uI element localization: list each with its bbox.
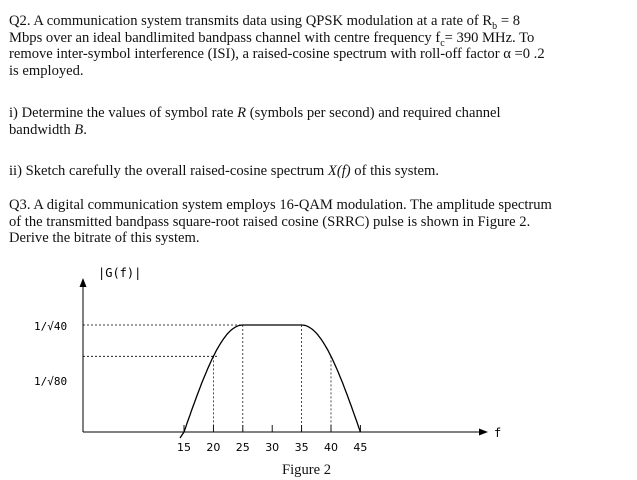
level-high-label: 1/√40 (34, 320, 68, 333)
rate-subscript: b (492, 20, 498, 32)
q2-line-1: Q2. A communication system transmits data using QPSK modulation at a rate of R (9, 13, 493, 29)
x-axis-arrow (479, 429, 488, 436)
q2ii-end: of this system. (350, 163, 439, 179)
var-b: B (74, 121, 84, 138)
x-tick-label-25: 25 (235, 441, 250, 454)
var-r: R (237, 105, 247, 121)
question-2-part-i (9, 105, 619, 138)
x-ticks (177, 425, 367, 454)
x-tick-label-15: 15 (177, 441, 191, 454)
q2i-text: i) Determine the values of symbol rate (9, 105, 238, 121)
y-axis-label: |G(f)| (98, 266, 142, 280)
q2-line-3: remove inter-symbol interference (ISI), a raised-cosine spectrum with roll-off factor α =0 .2 (9, 46, 545, 63)
question-2-part-ii (9, 163, 619, 180)
level-low-label: 1/√80 (34, 375, 68, 388)
var-x: X(f) (327, 163, 351, 179)
tick-guides (213, 325, 331, 432)
question-3 (9, 197, 619, 247)
rate-value: = 8 (497, 13, 520, 29)
x-tick-label-20: 20 (206, 441, 221, 454)
freq-value: = 390 MHz. To (444, 29, 535, 46)
y-axis-arrow (80, 278, 87, 287)
x-tick-label-30: 30 (265, 441, 280, 454)
q2-line-4: is employed. (9, 62, 84, 79)
q2i-text-mid: (symbols per second) and required channel (246, 105, 501, 121)
q2i-line-2: bandwidth (9, 121, 75, 138)
x-tick-label-45: 45 (353, 441, 368, 454)
figure-caption: Figure 2 (282, 462, 332, 478)
x-tick-label-40: 40 (324, 441, 338, 454)
q2i-end: . (83, 121, 87, 138)
q3-line-1: Q3. A digital communication system employs 16-QAM modulation. The amplitude spectrum (9, 197, 552, 213)
spectrum-curve (180, 325, 360, 438)
freq-subscript: c (440, 37, 445, 49)
figure-2-plot (0, 262, 637, 462)
q3-line-2: of the transmitted bandpass square-root raised cosine (SRRC) pulse is shown in Figure 2. (9, 213, 531, 230)
q2-line-2: Mbps over an ideal bandlimited bandpass channel with centre frequency f (9, 29, 441, 46)
q2ii-text: ii) Sketch carefully the overall raised-cosine spectrum (9, 163, 328, 179)
question-2 (9, 13, 619, 79)
q3-line-3: Derive the bitrate of this system. (9, 230, 200, 247)
x-axis-label: f (494, 426, 502, 440)
x-tick-label-35: 35 (294, 441, 309, 454)
